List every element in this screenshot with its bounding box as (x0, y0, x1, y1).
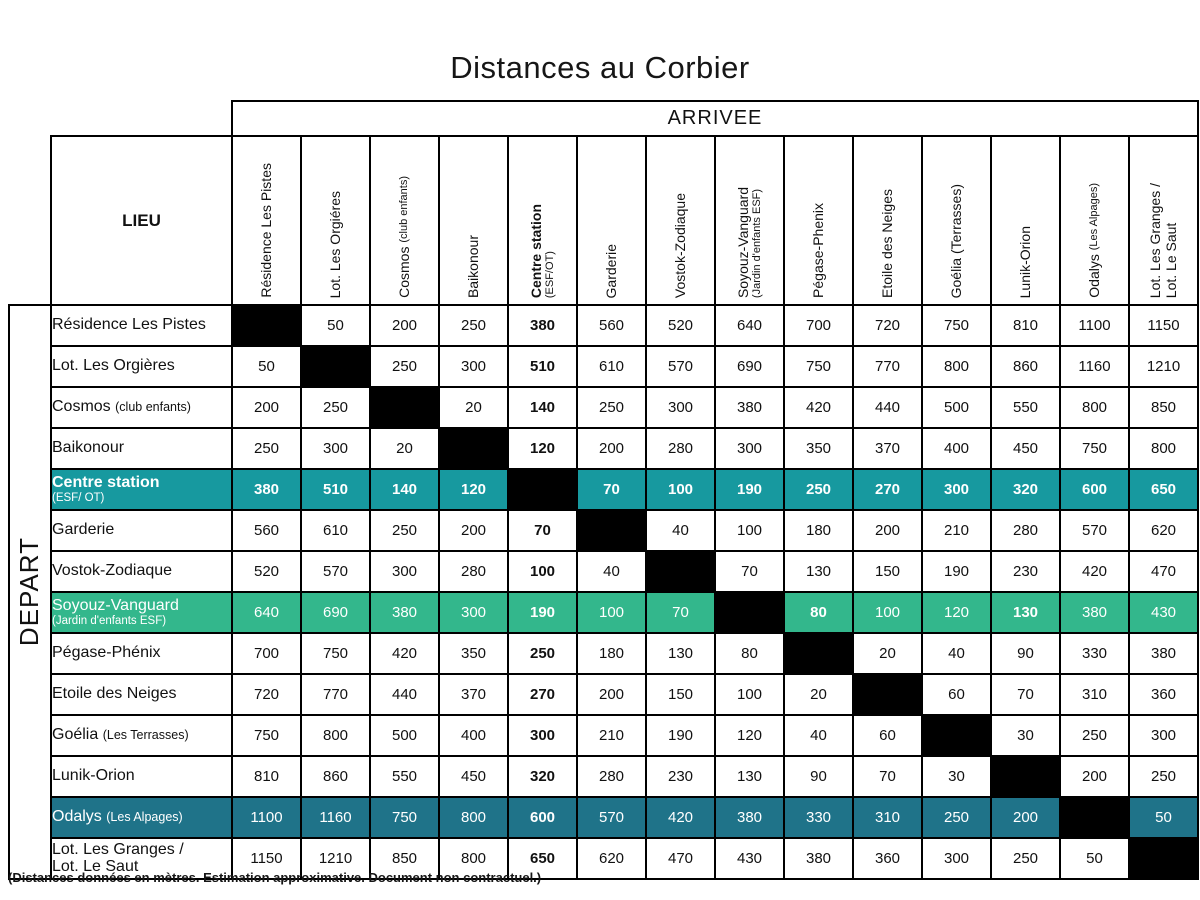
distance-table (8, 100, 1199, 880)
row-label-odalys: Odalys (Les Alpages) (51, 797, 232, 838)
distance-cell: 300 (439, 592, 508, 633)
corner-spacer (9, 136, 51, 305)
page-title: Distances au Corbier (450, 50, 750, 85)
distance-cell: 570 (301, 551, 370, 592)
distance-cell: 50 (301, 305, 370, 346)
distance-cell: 250 (784, 469, 853, 510)
distance-cell: 300 (508, 715, 577, 756)
distance-cell: 70 (577, 469, 646, 510)
distance-cell: 550 (991, 387, 1060, 428)
col-header-r-sidence-les-pistes: Résidence Les Pistes (232, 136, 301, 305)
table-row-centre-station (9, 469, 1198, 510)
distance-cell: 640 (715, 305, 784, 346)
distance-cell: 440 (853, 387, 922, 428)
distance-cell: 70 (991, 674, 1060, 715)
distance-cell: 300 (370, 551, 439, 592)
row-label-baikonour: Baikonour (51, 428, 232, 469)
distance-cell: 280 (577, 756, 646, 797)
row-label-r-sidence-les-pistes: Résidence Les Pistes (51, 305, 232, 346)
distance-cell: 40 (922, 633, 991, 674)
distance-cell: 150 (646, 674, 715, 715)
distance-cell: 380 (232, 469, 301, 510)
distance-cell: 200 (853, 510, 922, 551)
distance-cell: 80 (784, 592, 853, 633)
row-label-etoile-des-neiges: Etoile des Neiges (51, 674, 232, 715)
distance-cell: 280 (439, 551, 508, 592)
distance-cell: 1150 (1129, 305, 1198, 346)
distance-cell: 270 (853, 469, 922, 510)
distance-cell: 280 (646, 428, 715, 469)
row-label-garderie: Garderie (51, 510, 232, 551)
column-header-row (9, 136, 1198, 305)
distance-cell: 400 (922, 428, 991, 469)
distance-cell: 700 (784, 305, 853, 346)
distance-cell: 130 (991, 592, 1060, 633)
distance-cell: 190 (922, 551, 991, 592)
distance-cell: 380 (1129, 633, 1198, 674)
row-label-lot-les-granges: Lot. Les Granges / Lot. Le Saut (51, 838, 232, 879)
diagonal-cell (784, 633, 853, 674)
distance-cell: 120 (439, 469, 508, 510)
distance-cell: 70 (853, 756, 922, 797)
distance-cell: 60 (922, 674, 991, 715)
distance-cell: 810 (991, 305, 1060, 346)
distance-cell: 230 (991, 551, 1060, 592)
corner-spacer (9, 101, 51, 136)
distance-cell: 190 (715, 469, 784, 510)
col-header-lot-les-orgi-res: Lot. Les Orgiéres (301, 136, 370, 305)
distance-cell: 560 (232, 510, 301, 551)
distance-cell: 470 (1129, 551, 1198, 592)
distance-cell: 750 (1060, 428, 1129, 469)
distance-cell: 40 (577, 551, 646, 592)
row-label-p-gase-ph-nix: Pégase-Phénix (51, 633, 232, 674)
diagonal-cell (232, 305, 301, 346)
distance-cell: 750 (922, 305, 991, 346)
distance-cell: 420 (1060, 551, 1129, 592)
distance-cell: 120 (922, 592, 991, 633)
depart-header: DEPART (9, 305, 51, 879)
distance-cell: 30 (922, 756, 991, 797)
distance-cell: 450 (439, 756, 508, 797)
col-header-centre-station: Centre station (ESF/OT) (508, 136, 577, 305)
distance-cell: 620 (1129, 510, 1198, 551)
distance-cell: 20 (370, 428, 439, 469)
distance-cell: 860 (301, 756, 370, 797)
distance-cell: 520 (646, 305, 715, 346)
distance-cell: 130 (715, 756, 784, 797)
distance-cell: 800 (922, 346, 991, 387)
distance-cell: 100 (577, 592, 646, 633)
distance-cell: 380 (508, 305, 577, 346)
distance-cell: 470 (646, 838, 715, 879)
table-row-p-gase-ph-nix (9, 633, 1198, 674)
distance-cell: 200 (232, 387, 301, 428)
distance-cell: 650 (1129, 469, 1198, 510)
distance-cell: 140 (508, 387, 577, 428)
distance-cell: 610 (577, 346, 646, 387)
distance-cell: 380 (784, 838, 853, 879)
distance-cell: 230 (646, 756, 715, 797)
distance-cell: 80 (715, 633, 784, 674)
col-header-vostok-zodiaque: Vostok-Zodiaque (646, 136, 715, 305)
col-header-garderie: Garderie (577, 136, 646, 305)
distance-cell: 100 (508, 551, 577, 592)
distance-cell: 330 (784, 797, 853, 838)
distance-cell: 300 (646, 387, 715, 428)
distance-cell: 50 (1129, 797, 1198, 838)
table-row-go-lia (9, 715, 1198, 756)
distance-cell: 300 (922, 469, 991, 510)
distance-cell: 250 (370, 510, 439, 551)
arrivee-header: ARRIVEE (232, 101, 1198, 136)
distance-cell: 500 (370, 715, 439, 756)
table-body (9, 305, 1198, 879)
distance-cell: 600 (1060, 469, 1129, 510)
table-row-etoile-des-neiges (9, 674, 1198, 715)
distance-cell: 250 (1129, 756, 1198, 797)
distance-cell: 720 (853, 305, 922, 346)
distance-cell: 690 (715, 346, 784, 387)
diagonal-cell (991, 756, 1060, 797)
distance-cell: 300 (1129, 715, 1198, 756)
distance-cell: 1210 (301, 838, 370, 879)
distance-cell: 120 (715, 715, 784, 756)
table-row-garderie (9, 510, 1198, 551)
diagonal-cell (1129, 838, 1198, 879)
distance-cell: 60 (853, 715, 922, 756)
distance-cell: 430 (1129, 592, 1198, 633)
distance-cell: 330 (1060, 633, 1129, 674)
distance-cell: 860 (991, 346, 1060, 387)
distance-cell: 320 (508, 756, 577, 797)
distance-cell: 250 (508, 633, 577, 674)
distance-cell: 520 (232, 551, 301, 592)
col-header-lunik-orion: Lunik-Orion (991, 136, 1060, 305)
distance-cell: 370 (439, 674, 508, 715)
row-label-lot-les-orgi-res: Lot. Les Orgières (51, 346, 232, 387)
distance-cell: 800 (1129, 428, 1198, 469)
row-label-vostok-zodiaque: Vostok-Zodiaque (51, 551, 232, 592)
distance-cell: 570 (1060, 510, 1129, 551)
distance-cell: 30 (991, 715, 1060, 756)
distance-cell: 150 (853, 551, 922, 592)
distance-cell: 420 (370, 633, 439, 674)
row-label-centre-station: Centre station (ESF/ OT) (51, 469, 232, 510)
col-header-go-lia-terrasses: Goélia (Terrasses) (922, 136, 991, 305)
table-row-cosmos (9, 387, 1198, 428)
distance-cell: 430 (715, 838, 784, 879)
distance-cell: 270 (508, 674, 577, 715)
table-head (9, 101, 1198, 305)
distance-cell: 400 (439, 715, 508, 756)
distance-cell: 200 (370, 305, 439, 346)
col-header-baikonour: Baikonour (439, 136, 508, 305)
distance-cell: 190 (508, 592, 577, 633)
distance-cell: 200 (1060, 756, 1129, 797)
row-label-go-lia: Goélia (Les Terrasses) (51, 715, 232, 756)
distance-cell: 350 (784, 428, 853, 469)
distance-cell: 800 (301, 715, 370, 756)
distance-cell: 320 (991, 469, 1060, 510)
distance-cell: 500 (922, 387, 991, 428)
distance-cell: 750 (301, 633, 370, 674)
distance-cell: 800 (439, 838, 508, 879)
distance-cell: 250 (577, 387, 646, 428)
distance-cell: 1100 (1060, 305, 1129, 346)
row-label-lunik-orion: Lunik-Orion (51, 756, 232, 797)
table-row-odalys (9, 797, 1198, 838)
col-header-cosmos: Cosmos (club enfants) (370, 136, 439, 305)
row-label-soyouz-vanguard: Soyouz-Vanguard (Jardin d'enfants ESF) (51, 592, 232, 633)
distance-cell: 200 (577, 428, 646, 469)
distance-cell: 120 (508, 428, 577, 469)
diagonal-cell (853, 674, 922, 715)
distance-cell: 250 (232, 428, 301, 469)
distance-cell: 370 (853, 428, 922, 469)
table-row-r-sidence-les-pistes (9, 305, 1198, 346)
distance-cell: 300 (922, 838, 991, 879)
distance-cell: 380 (715, 797, 784, 838)
distance-cell: 800 (439, 797, 508, 838)
distance-cell: 1100 (232, 797, 301, 838)
distance-cell: 70 (646, 592, 715, 633)
distance-cell: 800 (1060, 387, 1129, 428)
distance-cell: 20 (784, 674, 853, 715)
distance-cell: 130 (646, 633, 715, 674)
arrivee-row (9, 101, 1198, 136)
col-header-odalys: Odalys (Les Alpages) (1060, 136, 1129, 305)
distance-cell: 250 (922, 797, 991, 838)
distance-cell: 250 (439, 305, 508, 346)
distance-cell: 690 (301, 592, 370, 633)
table-row-vostok-zodiaque (9, 551, 1198, 592)
distance-cell: 140 (370, 469, 439, 510)
distance-cell: 420 (646, 797, 715, 838)
diagonal-cell (439, 428, 508, 469)
distance-cell: 610 (301, 510, 370, 551)
distance-cell: 650 (508, 838, 577, 879)
distance-cell: 550 (370, 756, 439, 797)
distance-cell: 380 (370, 592, 439, 633)
distance-cell: 600 (508, 797, 577, 838)
diagonal-cell (508, 469, 577, 510)
distance-cell: 700 (232, 633, 301, 674)
distance-cell: 560 (577, 305, 646, 346)
table-row-lot-les-orgi-res (9, 346, 1198, 387)
distance-cell: 360 (1129, 674, 1198, 715)
distance-cell: 100 (853, 592, 922, 633)
distance-cell: 310 (1060, 674, 1129, 715)
distance-cell: 90 (784, 756, 853, 797)
distance-cell: 310 (853, 797, 922, 838)
col-header-p-gase-phenix: Pégase-Phenix (784, 136, 853, 305)
diagonal-cell (922, 715, 991, 756)
distance-cell: 100 (715, 510, 784, 551)
distance-cell: 250 (370, 346, 439, 387)
distance-cell: 130 (784, 551, 853, 592)
distance-cell: 250 (1060, 715, 1129, 756)
distance-cell: 100 (646, 469, 715, 510)
footnote: (Distances données en mètres. Estimation approximative. Document non contractuel.) (8, 870, 542, 885)
distance-cell: 640 (232, 592, 301, 633)
diagonal-cell (370, 387, 439, 428)
distance-cell: 380 (715, 387, 784, 428)
corner-spacer (51, 101, 232, 136)
diagonal-cell (301, 346, 370, 387)
distance-cell: 1210 (1129, 346, 1198, 387)
distance-cell: 1150 (232, 838, 301, 879)
distance-cell: 200 (577, 674, 646, 715)
distance-cell: 40 (784, 715, 853, 756)
distance-cell: 70 (508, 510, 577, 551)
diagonal-cell (1060, 797, 1129, 838)
distance-cell: 1160 (1060, 346, 1129, 387)
distance-cell: 850 (1129, 387, 1198, 428)
row-label-cosmos: Cosmos (club enfants) (51, 387, 232, 428)
distance-cell: 90 (991, 633, 1060, 674)
distance-cell: 750 (232, 715, 301, 756)
distance-cell: 190 (646, 715, 715, 756)
distance-cell: 440 (370, 674, 439, 715)
lieu-header: LIEU (51, 136, 232, 305)
distance-cell: 200 (439, 510, 508, 551)
distance-cell: 770 (301, 674, 370, 715)
distance-cell: 280 (991, 510, 1060, 551)
distance-cell: 20 (439, 387, 508, 428)
diagonal-cell (577, 510, 646, 551)
distance-cell: 210 (922, 510, 991, 551)
distance-cell: 510 (508, 346, 577, 387)
distance-cell: 180 (784, 510, 853, 551)
distance-cell: 720 (232, 674, 301, 715)
table-row-soyouz-vanguard (9, 592, 1198, 633)
distance-cell: 250 (991, 838, 1060, 879)
distance-cell: 750 (370, 797, 439, 838)
distance-cell: 200 (991, 797, 1060, 838)
distance-cell: 770 (853, 346, 922, 387)
distance-cell: 100 (715, 674, 784, 715)
distance-cell: 360 (853, 838, 922, 879)
table-row-lunik-orion (9, 756, 1198, 797)
distance-cell: 380 (1060, 592, 1129, 633)
distance-cell: 510 (301, 469, 370, 510)
distance-cell: 1160 (301, 797, 370, 838)
distance-cell: 750 (784, 346, 853, 387)
distance-cell: 570 (577, 797, 646, 838)
col-header-lot-les-granges: Lot. Les Granges / Lot. Le Saut (1129, 136, 1198, 305)
distance-cell: 300 (301, 428, 370, 469)
distance-cell: 70 (715, 551, 784, 592)
diagonal-cell (715, 592, 784, 633)
distance-cell: 300 (439, 346, 508, 387)
distance-cell: 810 (232, 756, 301, 797)
distance-cell: 50 (1060, 838, 1129, 879)
distance-cell: 250 (301, 387, 370, 428)
distance-cell: 450 (991, 428, 1060, 469)
distance-cell: 210 (577, 715, 646, 756)
col-header-soyouz-vanguard: Soyouz-Vanguard (Jardin d'enfants ESF) (715, 136, 784, 305)
distance-cell: 570 (646, 346, 715, 387)
col-header-etoile-des-neiges: Etoile des Neiges (853, 136, 922, 305)
diagonal-cell (646, 551, 715, 592)
distance-cell: 420 (784, 387, 853, 428)
distance-cell: 20 (853, 633, 922, 674)
distance-cell: 850 (370, 838, 439, 879)
distance-cell: 50 (232, 346, 301, 387)
distance-cell: 620 (577, 838, 646, 879)
table-row-baikonour (9, 428, 1198, 469)
distance-cell: 300 (715, 428, 784, 469)
distance-cell: 350 (439, 633, 508, 674)
distance-cell: 180 (577, 633, 646, 674)
distance-cell: 40 (646, 510, 715, 551)
